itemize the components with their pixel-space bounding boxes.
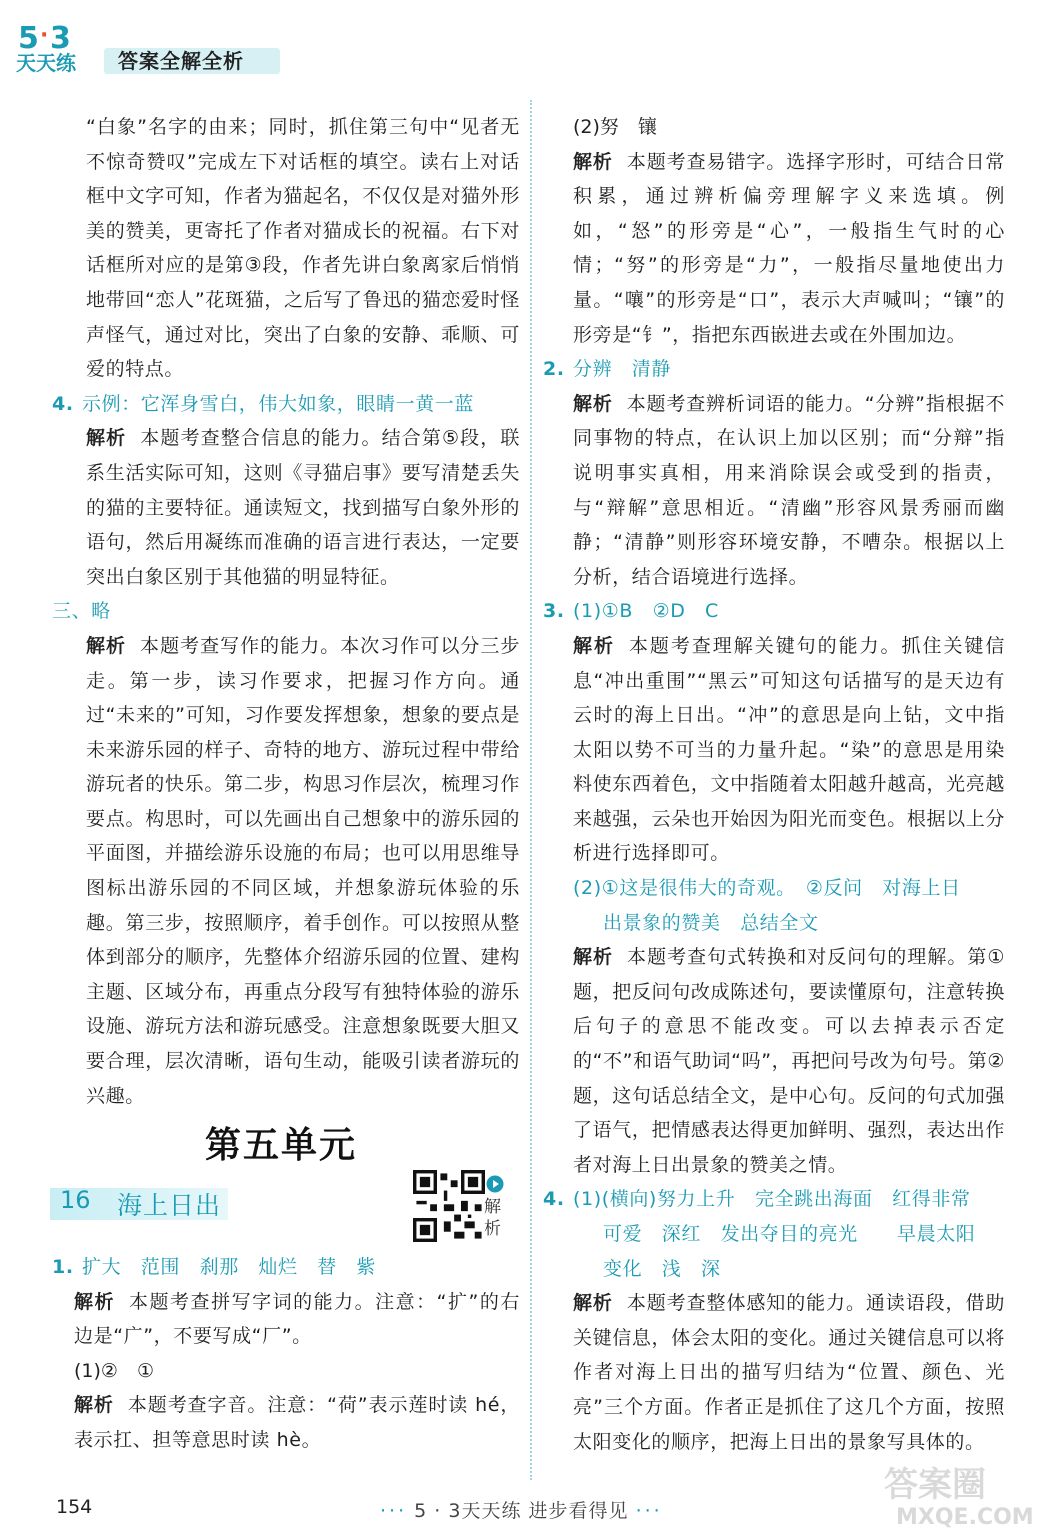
svg-text:5: 5 (18, 21, 39, 56)
analysis-label: 解析 (573, 392, 613, 415)
answer-text: (1)(横向)努力上升 完全跳出海面 红得非常 (573, 1188, 971, 1211)
page-number: 154 (56, 1496, 93, 1518)
analysis-text: 本题考查理解关键句的能力。抓住关键信息“冲出重围”“黑云”可知这句话描写的是天边有云时的海上日出。“冲”的意思是向上钻，文中指太阳以势不可当的力量升起。“染”的意思是用染料使东西着色，文中指随着太阳越升越高，光亮越来越强，云朵也开始因为阳光而变色。根据以上分析进行选择即可。 (573, 634, 1005, 865)
answer-text: 示例：它浑身雪白，伟大如象，眼睛一黄一蓝 (82, 392, 475, 415)
analysis-text: 本题考查易错字。选择字形时，可结合日常积累，通过辨析偏旁理解字义来选填。例如，“怒”的形旁是“心”，一般指生气时的心情；“努”的形旁是“力”，一般指尽量地使出力量。“嚷”的形旁是“口”，表示大声喊叫；“镶”的形旁是“钅”，指把东西嵌进去或在外围加边。 (573, 150, 1005, 346)
analysis-q3-sub2 (543, 940, 1005, 1182)
watermark-logo (878, 1458, 1038, 1530)
answer-q4-line3: 变化 浅 深 (603, 1257, 721, 1280)
unit-title: 第五单元 (205, 1125, 358, 1166)
lesson-title: 海上日出 (117, 1191, 222, 1220)
svg-text:MXQE.COM: MXQE.COM (896, 1505, 1034, 1530)
analysis-q2 (543, 387, 1005, 595)
analysis-q4 (52, 421, 520, 594)
answer-q4-line1 (543, 1182, 1005, 1217)
analysis-label: 解析 (573, 1292, 613, 1315)
analysis-q1-sub1 (52, 1388, 520, 1457)
brand-logo (14, 18, 106, 74)
dots-right: ··· (635, 1500, 663, 1522)
analysis-q1 (52, 1285, 520, 1354)
analysis-label: 解析 (573, 634, 615, 657)
analysis-section-3 (52, 629, 520, 1113)
analysis-q4 (543, 1286, 1005, 1459)
left-column-lesson (52, 1250, 520, 1458)
dots-left: ··· (380, 1500, 408, 1522)
answer-q3-sub2-line2: 出景象的赞美 总结全文 (603, 911, 819, 934)
analysis-text: 本题考查拼写字词的能力。注意：“扩”的右边是“广”，不要写成“厂”。 (74, 1290, 521, 1348)
analysis-label: 解析 (86, 634, 127, 657)
lesson-number: 16 (60, 1186, 91, 1214)
analysis-label: 解析 (573, 150, 613, 173)
analysis-label: 解析 (74, 1394, 114, 1417)
right-column (543, 110, 1005, 1459)
question-number: 2. (543, 358, 565, 381)
analysis-label: 解析 (74, 1290, 116, 1313)
answer-q1-sub2: (2)努 镶 (573, 116, 657, 138)
question-number: 1. (52, 1256, 74, 1278)
answer-q1 (52, 1250, 520, 1285)
analysis-text: 本题考查句式转换和对反问句的理解。第①题，把反问句改成陈述句，要读懂原句，注意转换后句子的意思不能改变。可以去掉表示否定的“不”和语气助词“吗”，再把问号改为句号。第②题，这句话总结全文，是中心句。反问的句式加强了语气，把情感表达得更加鲜明、强烈，表达出作者对海上日出景象的赞美之情。 (573, 946, 1006, 1176)
answer-q3 (543, 594, 1005, 629)
analysis-q3 (543, 629, 1005, 871)
analysis-label: 解析 (573, 946, 614, 969)
answer-text: 扩大 范围 刹那 灿烂 替 紫 (82, 1256, 377, 1278)
qr-label: 解析 (484, 1197, 501, 1239)
analysis-text: 本题考查字音。注意：“荷”表示莲时读 hé，表示扛、担等意思时读 hè。 (74, 1394, 520, 1451)
question-number: 3. (543, 600, 565, 623)
answer-text: 略 (91, 600, 111, 623)
answer-text: 分辨 清静 (573, 358, 672, 381)
svg-text:天天练: 天天练 (16, 51, 76, 74)
answer-q1-sub1: (1)② ① (74, 1359, 154, 1382)
paragraph: “白象”名字的由来；同时，抓住第三句中“见者无不惊奇赞叹”完成左下对话框的填空。读右上对话框中文字可知，作者为猫起名，不仅仅是对猫外形美的赞美，更寄托了作者对猫成长的祝福。右下对话框所对应的是第③段，作者先讲白象离家后悄悄地带回“恋人”花斑猫，之后写了鲁迅的猫恋爱时怪声怪气，通过对比，突出了白象的安静、乖顺、可爱的特点。 (86, 116, 520, 381)
column-divider (530, 100, 532, 1480)
section-label: 三、 (52, 600, 92, 623)
svg-text:·: · (40, 23, 49, 48)
answer-q4 (52, 387, 520, 422)
analysis-text: 本题考查整合信息的能力。结合第⑤段，联系生活实际可知，这则《寻猫启事》要写清楚丢失的猫的主要特征。通读短文，找到描写白象外形的语句，然后用凝练而准确的语言进行表达，一定要突出白象区别于其他猫的明显特征。 (86, 427, 521, 588)
slogan-text: 5 · 3天天练 进步看得见 (414, 1500, 629, 1522)
analysis-text: 本题考查写作的能力。本次习作可以分三步走。第一步，读习作要求，把握习作方向。通过“未来的”可知，习作要发挥想象，想象的要点是未来游乐园的样子、奇特的地方、游玩过程中带给游玩者的快乐。第二步，构思习作层次，梳理习作要点。构思时，可以先画出自己想象中的游乐园的平面图，并描绘游乐设施的布局；也可以用思维导图标出游乐园的不同区域，并想象游玩体验的乐趣。第三步，按照顺序，着手创作。可以按照从整体到部分的顺序，先整体介绍游乐园的位置、建构主题、区域分布，再重点分段写有独特体验的游乐设施、游玩方法和游玩感受。注意想象既要大胆又要合理，层次清晰，语句生动，能吸引读者游玩的兴趣。 (86, 634, 520, 1107)
answer-section-3 (52, 594, 520, 629)
analysis-text: 本题考查辨析词语的能力。“分辨”指根据不同事物的特点，在认识上加以区别；而“分辩”指说明事实真相，用来消除误会或受到的指责，与“辩解”意思相近。“清幽”形容风景秀丽而幽静；“清静”则形容环境安静，不嘈杂。根据以上分析，结合语境进行选择。 (573, 392, 1005, 588)
answer-q4-line2: 可爱 深红 发出夺目的亮光 早晨太阳 (603, 1223, 976, 1245)
left-column (52, 110, 520, 1113)
answer-text: (1)①B ②D C (573, 600, 719, 623)
svg-text:3: 3 (50, 21, 71, 56)
question-number: 4. (52, 392, 74, 415)
analysis-label: 解析 (86, 427, 127, 450)
question-number: 4. (543, 1188, 565, 1211)
analysis-q1-sub2 (543, 145, 1005, 353)
footer-slogan (380, 1496, 663, 1523)
answer-q3-sub2-line1: (2)①这是很伟大的奇观。 ②反问 对海上日 (573, 877, 961, 900)
play-icon[interactable] (486, 1175, 504, 1193)
svg-text:答案圈: 答案圈 (884, 1465, 986, 1505)
analysis-text: 本题考查整体感知的能力。通读语段，借助关键信息，体会太阳的变化。通过关键信息可以将作者对海上日出的描写归结为“位置、颜色、光亮”三个方面。作者正是抓住了这几个方面，按照太阳变化的顺序，把海上日出的景象写具体的。 (573, 1292, 1005, 1453)
answer-q2 (543, 352, 1005, 387)
qr-code-icon[interactable] (413, 1170, 485, 1242)
header-title: 答案全解全析 (118, 49, 244, 73)
